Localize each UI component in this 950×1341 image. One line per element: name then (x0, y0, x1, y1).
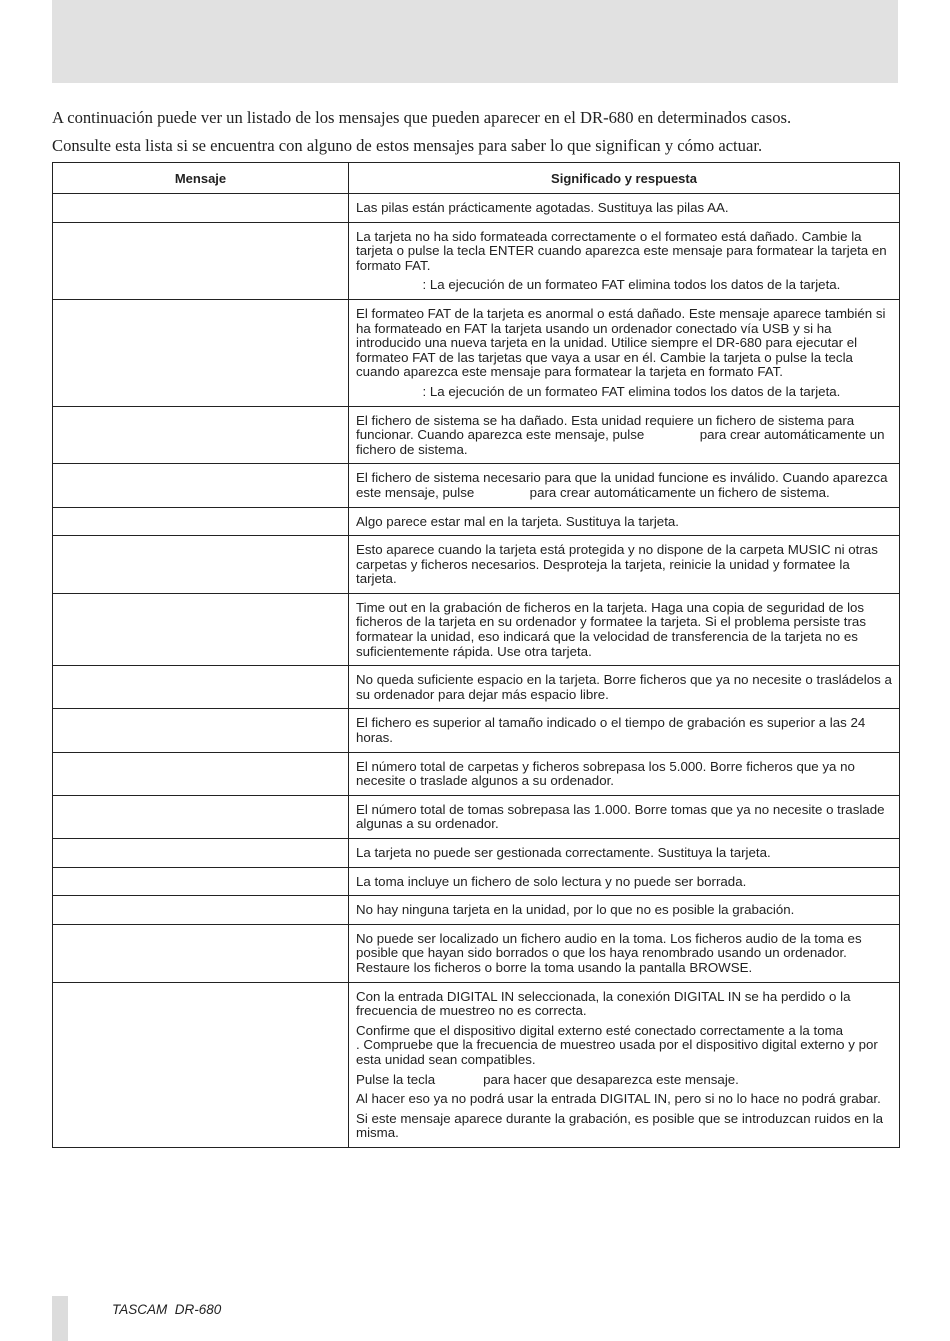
footer-brand: TASCAM DR-680 (112, 1302, 222, 1317)
message-cell (53, 752, 349, 795)
meaning-cell (349, 299, 909, 406)
message-cell (53, 896, 349, 925)
meaning-text: : La ejecución de un formateo FAT elimina todos los datos de la tarjeta. (356, 277, 841, 293)
message-cell (53, 194, 349, 223)
table-row (53, 507, 900, 536)
meaning-text: El fichero es superior al tamaño indicado o el tiempo de grabación es superior a las 24 horas. (356, 715, 869, 746)
message-cell (53, 299, 349, 406)
column-header-message: Mensaje (53, 163, 349, 194)
meaning-text: El número total de tomas sobrepasa las 1.000. Borre tomas que ya no necesite o traslade algunas a su ordenador. (356, 801, 889, 832)
table-header-row (53, 163, 900, 194)
meaning-text: La tarjeta no ha sido formateada correctamente o el formateo está dañado. Cambie la tarjeta o pulse la tecla ENTER cuando aparezca este mensaje para formatear la tarjeta en formato FAT. (356, 228, 891, 273)
meaning-text: La toma incluye un fichero de solo lectura y no puede ser borrada. (356, 873, 747, 889)
table-row (53, 536, 900, 594)
message-cell (53, 507, 349, 536)
table-row (53, 924, 900, 982)
meaning-text: Con la entrada DIGITAL IN seleccionada, la conexión DIGITAL IN se ha perdido o la frecuencia de muestreo no es correcta. (356, 988, 855, 1019)
message-cell (53, 536, 349, 594)
message-cell (53, 924, 349, 982)
messages-table (52, 162, 940, 1148)
message-cell (53, 795, 349, 838)
meaning-text: Al hacer eso ya no podrá usar la entrada DIGITAL IN, pero si no lo hace no podrá grabar. (356, 1091, 881, 1107)
table-row (53, 666, 900, 709)
intro-line: Consulte esta lista si se encuentra con alguno de estos mensajes para saber lo que significan y cómo actuar. (52, 136, 763, 155)
table-row (53, 299, 900, 406)
meaning-cell (349, 896, 900, 925)
meaning-cell (349, 709, 900, 752)
meaning-text: Algo parece estar mal en la tarjeta. Sustituya la tarjeta. (356, 513, 679, 529)
intro-line: A continuación puede ver un listado de los mensajes que pueden aparecer en el DR-680 en determinados casos. (52, 108, 792, 127)
meaning-cell (349, 593, 900, 665)
meaning-text: No queda suficiente espacio en la tarjeta. Borre ficheros que ya no necesite o trasládelos a su ordenador para dejar más espacio libre. (356, 672, 896, 702)
meaning-cell (349, 867, 900, 896)
table-row (53, 982, 900, 1147)
meaning-text: : La ejecución de un formateo FAT elimina todos los datos de la tarjeta. (356, 383, 841, 399)
table-row (53, 464, 900, 507)
meaning-text: El formateo FAT de la tarjeta es anormal o está dañado. Este mensaje aparece también si ha formateado en FAT la tarjeta usando un ordenador conectado vía USB y si ha introducido una nueva tarjeta en la unidad. Utilice siempre el DR-680 para ejecutar el formateo FAT de las tarjetas que vaya a usar en él. Cambie la tarjeta o pulse la tecla cuando aparezca este mensaje para formatear la tarjeta en formato FAT. (356, 305, 909, 380)
meaning-cell (349, 839, 900, 868)
meaning-cell (349, 222, 900, 299)
footer-bar (52, 1296, 68, 1341)
message-cell (53, 222, 349, 299)
meaning-cell (349, 194, 900, 223)
meaning-text: El fichero de sistema necesario para que la unidad funcione es inválido. Cuando aparezca este mensaje, pulse para crear automáticamente un fichero de sistema. (356, 470, 892, 500)
message-cell (53, 464, 349, 507)
meaning-cell (349, 406, 900, 464)
message-cell (53, 982, 349, 1147)
meaning-text: No hay ninguna tarjeta en la unidad, por lo que no es posible la grabación. (356, 902, 795, 918)
meaning-text: Pulse la tecla para hacer que desaparezca este mensaje. (356, 1071, 739, 1087)
meaning-text: Confirme que el dispositivo digital externo esté conectado correctamente a la toma . Compruebe que la frecuencia de muestreo usada por el dispositivo digital externo y por esta unidad sean compatibles. (356, 1022, 940, 1067)
message-cell (53, 593, 349, 665)
header-band (52, 0, 898, 83)
meaning-cell (349, 982, 940, 1147)
message-cell (53, 867, 349, 896)
message-cell (53, 709, 349, 752)
table-row (53, 752, 900, 795)
meaning-text: No puede ser localizado un fichero audio en la toma. Los ficheros audio de la toma es posible que hayan sido borrados o que los haya renombrado usando un ordenador. Restaure los ficheros o borre la toma usando la pantalla BROWSE. (356, 930, 866, 975)
table-row (53, 867, 900, 896)
meaning-text: La tarjeta no puede ser gestionada correctamente. Sustituya la tarjeta. (356, 845, 771, 860)
table-row (53, 222, 900, 299)
table-row (53, 839, 900, 868)
table-row (53, 406, 900, 464)
meaning-cell (349, 666, 900, 709)
intro-text (52, 104, 898, 160)
table-row (53, 896, 900, 925)
message-cell (53, 839, 349, 868)
meaning-cell (349, 795, 900, 838)
message-cell (53, 406, 349, 464)
meaning-text: Las pilas están prácticamente agotadas. Sustituya las pilas AA. (356, 200, 729, 215)
meaning-text: Si este mensaje aparece durante la grabación, es posible que se introduzcan ruidos en la misma. (356, 1110, 887, 1141)
table-row (53, 593, 900, 665)
table-row (53, 709, 900, 752)
meaning-cell (349, 507, 900, 536)
table-row (53, 194, 900, 223)
table-row (53, 795, 900, 838)
meaning-text: El número total de carpetas y ficheros sobrepasa los 5.000. Borre ficheros que ya no necesite o traslade algunos a su ordenador. (356, 758, 859, 789)
meaning-text: Time out en la grabación de ficheros en la tarjeta. Haga una copia de seguridad de los ficheros de la tarjeta en su ordenador y formatee la tarjeta. Si el problema persiste tras formatear la unidad, eso indicará que la velocidad de transferencia de la tarjeta no es suficientemente rápida. Use otra tarjeta. (356, 599, 870, 659)
message-cell (53, 666, 349, 709)
column-header-meaning: Significado y respuesta (349, 163, 900, 194)
meaning-cell (349, 536, 900, 594)
meaning-cell (349, 924, 900, 982)
meaning-cell (349, 752, 900, 795)
meaning-cell (349, 464, 900, 507)
meaning-text: Esto aparece cuando la tarjeta está protegida y no dispone de la carpeta MUSIC ni otras carpetas y ficheros necesarios. Desproteja la tarjeta, reinicie la unidad y formatee la tarjeta. (356, 542, 882, 587)
meaning-text: El fichero de sistema se ha dañado. Esta unidad requiere un fichero de sistema para funcionar. Cuando aparezca este mensaje, pulse para crear automáticamente un fichero de sistema. (356, 412, 889, 457)
